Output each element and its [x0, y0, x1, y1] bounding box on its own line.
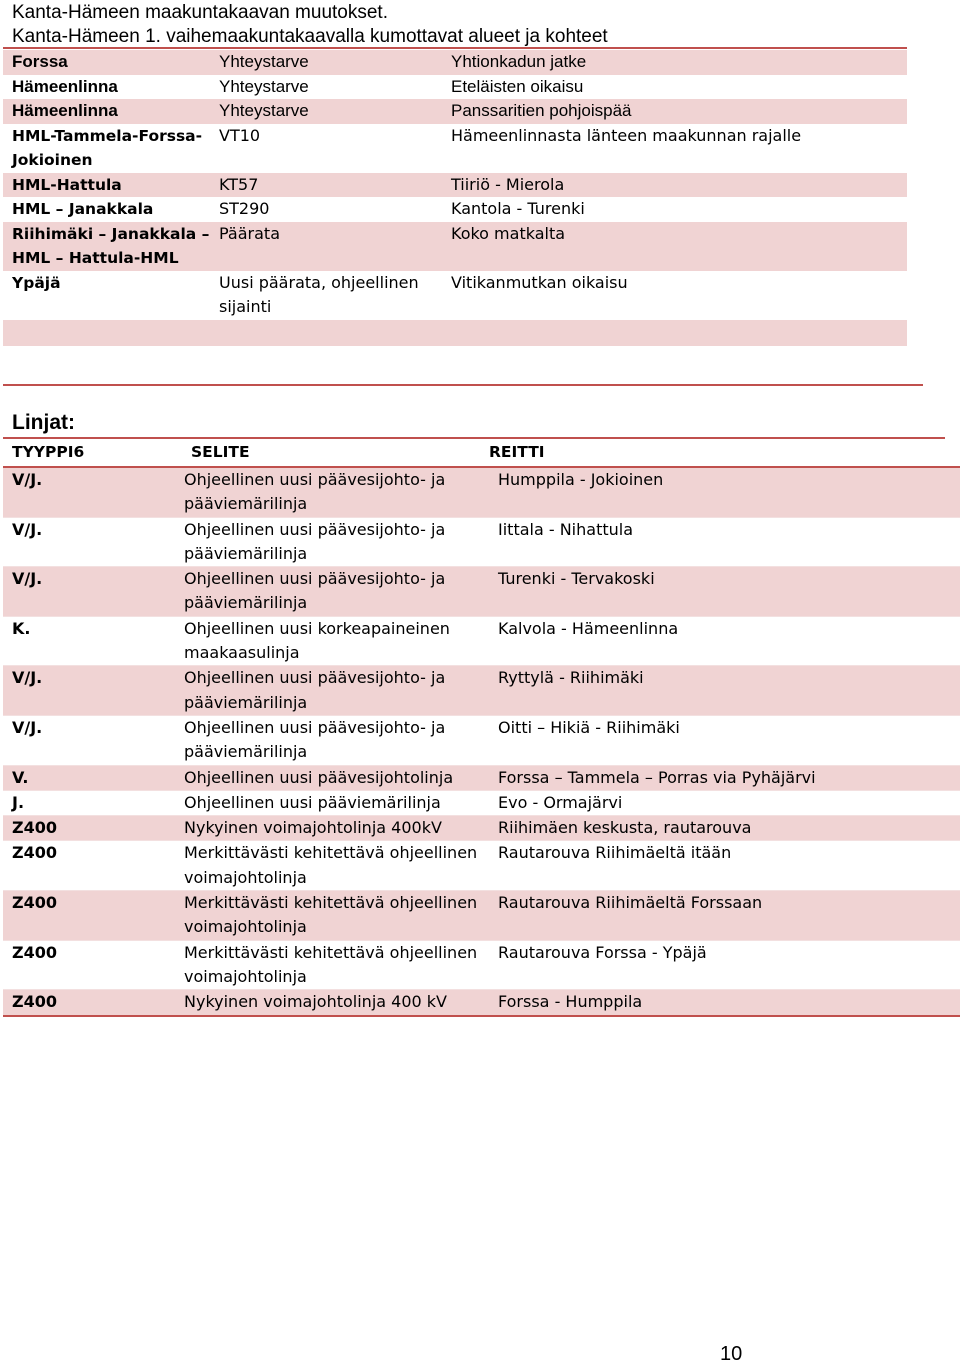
line-type: Z400 — [3, 816, 175, 841]
lines-table — [3, 440, 960, 1017]
line-type: J. — [3, 790, 175, 815]
area-desc: Eteläisten oikaisu — [451, 76, 584, 96]
line-desc: Merkittävästi kehitettävä ohjeellinen voimajohtolinja — [175, 841, 489, 891]
table-row — [3, 666, 960, 716]
table-row — [3, 790, 960, 815]
table-row — [3, 990, 960, 1016]
line-type: Z400 — [3, 841, 175, 891]
line-route: Turenki - Tervakoski — [489, 567, 960, 617]
line-type: V. — [3, 765, 175, 790]
line-route: Humppila - Jokioinen — [489, 467, 960, 517]
line-route: Kalvola - Hämeenlinna — [489, 616, 960, 666]
line-route: Evo - Ormajärvi — [489, 790, 960, 815]
area-place: HML-Tammela-Forssa-Jokioinen — [12, 126, 203, 169]
table-row — [3, 517, 960, 567]
area-type: Päärata — [210, 222, 442, 271]
table-row — [3, 816, 960, 841]
area-place: Hämeenlinna — [12, 76, 118, 96]
area-desc: Vitikanmutkan oikaisu — [451, 272, 628, 292]
line-desc: Ohjeellinen uusi päävesijohto- ja pääviemärilinja — [175, 666, 489, 716]
line-type: V/J. — [3, 666, 175, 716]
area-desc: Hämeenlinnasta länteen maakunnan rajalle — [451, 125, 802, 145]
area-type: Yhteystarve — [210, 99, 442, 124]
line-route: Forssa - Humppila — [489, 990, 960, 1016]
table-row — [3, 467, 960, 517]
line-type: V/J. — [3, 567, 175, 617]
lines-section-title: Linjat: — [12, 411, 75, 434]
line-route: Rautarouva Forssa - Ypäjä — [489, 940, 960, 990]
line-route: Iittala - Nihattula — [489, 517, 960, 567]
line-type: Z400 — [3, 940, 175, 990]
line-type: K. — [3, 616, 175, 666]
line-route: Riihimäen keskusta, rautarouva — [489, 816, 960, 841]
area-type: Yhteystarve — [210, 50, 442, 75]
area-type: Uusi päärata, ohjeellinen sijainti — [219, 272, 419, 316]
empty-cell — [3, 320, 210, 346]
area-type: VT10 — [219, 125, 261, 145]
line-type: Z400 — [3, 990, 175, 1016]
line-type: Z400 — [3, 891, 175, 941]
line-route: Ryttylä - Riihimäki — [489, 666, 960, 716]
section-title-underline — [3, 437, 945, 439]
table-row — [3, 271, 907, 320]
line-type: V/J. — [3, 467, 175, 517]
table-row — [3, 75, 907, 100]
area-desc: Tiiriö - Mierola — [442, 173, 907, 198]
table-row — [3, 50, 907, 75]
line-desc: Nykyinen voimajohtolinja 400kV — [175, 816, 489, 841]
header-desc: SELITE — [175, 440, 489, 467]
document-subtitle: Kanta-Hämeen 1. vaihemaakuntakaavalla kumottavat alueet ja kohteet — [12, 26, 608, 47]
line-route: Rautarouva Riihimäeltä itään — [489, 841, 960, 891]
line-desc: Ohjeellinen uusi päävesijohto- ja pääviemärilinja — [175, 467, 489, 517]
table-row — [3, 197, 907, 222]
line-desc: Ohjeellinen uusi päävesijohto- ja pääviemärilinja — [175, 567, 489, 617]
page-number: 10 — [720, 1343, 743, 1365]
line-route: Oitti – Hikiä - Riihimäki — [489, 715, 960, 765]
line-type: V/J. — [3, 517, 175, 567]
table-row-empty — [3, 320, 907, 346]
area-place: HML – Janakkala — [12, 200, 154, 218]
table-row — [3, 715, 960, 765]
title-underline — [3, 47, 907, 49]
area-place: Hämeenlinna — [3, 99, 210, 124]
area-place: Forssa — [3, 50, 210, 75]
section-divider — [3, 384, 923, 386]
table-header-row — [3, 440, 960, 467]
area-place: Riihimäki – Janakkala – HML – Hattula-HML — [3, 222, 210, 271]
line-desc: Ohjeellinen uusi korkeapaineinen maakaasulinja — [175, 616, 489, 666]
table-row — [3, 891, 960, 941]
table-row — [3, 124, 907, 173]
empty-cell — [442, 320, 907, 346]
line-desc: Ohjeellinen uusi pääviemärilinja — [175, 790, 489, 815]
table-row — [3, 222, 907, 271]
line-desc: Nykyinen voimajohtolinja 400 kV — [175, 990, 489, 1016]
header-route: REITTI — [489, 440, 960, 467]
line-desc: Merkittävästi kehitettävä ohjeellinen voimajohtolinja — [175, 891, 489, 941]
line-desc: Ohjeellinen uusi päävesijohto- ja pääviemärilinja — [175, 517, 489, 567]
empty-cell — [210, 320, 442, 346]
line-desc: Merkittävästi kehitettävä ohjeellinen voimajohtolinja — [175, 940, 489, 990]
area-desc: Panssaritien pohjoispää — [442, 99, 907, 124]
area-desc: Yhtionkadun jatke — [442, 50, 907, 75]
area-place: HML-Hattula — [3, 173, 210, 198]
line-desc: Ohjeellinen uusi päävesijohto- ja pääviemärilinja — [175, 715, 489, 765]
area-desc: Kantola - Turenki — [451, 199, 585, 218]
line-route: Rautarouva Riihimäeltä Forssaan — [489, 891, 960, 941]
area-type: KT57 — [210, 173, 442, 198]
table-row — [3, 616, 960, 666]
areas-table — [3, 50, 907, 346]
table-row — [3, 940, 960, 990]
line-route: Forssa – Tammela – Porras via Pyhäjärvi — [489, 765, 960, 790]
document-title: Kanta-Hämeen maakuntakaavan muutokset. — [12, 2, 388, 23]
area-type: ST290 — [219, 199, 270, 218]
line-type: V/J. — [3, 715, 175, 765]
table-row — [3, 567, 960, 617]
table-row — [3, 99, 907, 124]
line-desc: Ohjeellinen uusi päävesijohtolinja — [175, 765, 489, 790]
area-type: Yhteystarve — [219, 76, 309, 96]
table-row — [3, 841, 960, 891]
area-place: Ypäjä — [12, 273, 61, 292]
area-desc: Koko matkalta — [442, 222, 907, 271]
table-row — [3, 765, 960, 790]
header-type: TYYPPI6 — [3, 440, 175, 467]
table-row — [3, 173, 907, 198]
